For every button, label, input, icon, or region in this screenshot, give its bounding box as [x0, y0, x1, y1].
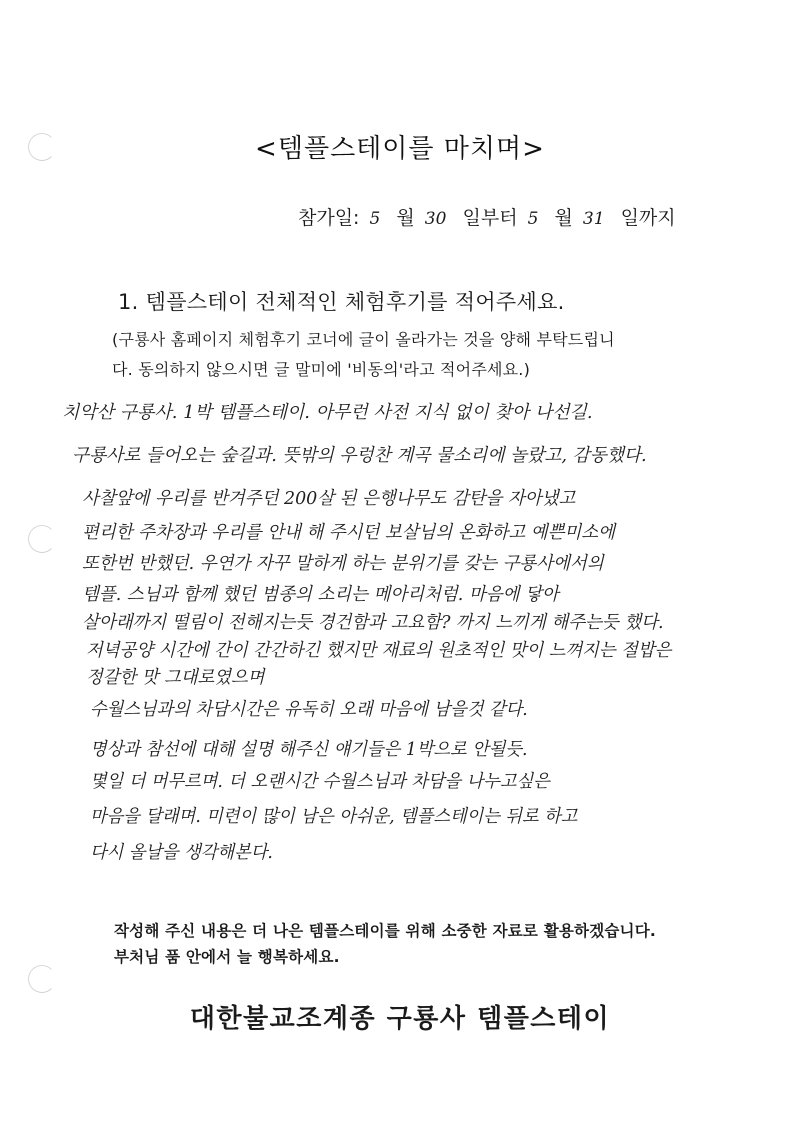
- consent-note-line-2: 다. 동의하지 않으시면 글 말미에 '비동의'라고 적어주세요.): [112, 360, 531, 379]
- handwritten-line: 정갈한 맛 그대로였으며: [86, 667, 265, 688]
- page-title: <템플스테이를 마치며>: [255, 134, 545, 164]
- start-month-value: 5: [369, 209, 381, 229]
- consent-note: [112, 325, 712, 385]
- handwritten-line: 편리한 주차장과 우리를 안내 해 주시던 보살님의 온화하고 예쁜미소에: [82, 522, 615, 543]
- closing-message-line-1: 작성해 주신 내용은 더 나은 템플스테이를 위해 소중한 자료로 활용하겠습니다.: [114, 922, 656, 940]
- handwritten-line: 사찰앞에 우리를 반겨주던 200살 된 은행나무도 감탄을 자아냈고: [82, 488, 576, 509]
- handwritten-line: 저녁공양 시간에 간이 간간하긴 했지만 재료의 원초적인 맛이 느껴지는 절밥은: [86, 640, 672, 661]
- organization-name: 대한불교조계종 구룡사 템플스테이: [189, 1004, 611, 1034]
- end-month-unit: 월: [554, 207, 573, 229]
- handwritten-line: 명상과 참선에 대해 설명 해주신 얘기들은 1박으로 안될듯.: [90, 739, 528, 760]
- handwritten-line: 또한번 반했던. 우연가 자꾸 말하게 하는 분위기를 갖는 구룡사에서의: [82, 553, 604, 574]
- end-month-value: 5: [527, 209, 539, 229]
- handwritten-line: 치악산 구룡사. 1박 템플스테이. 아무런 사전 지식 없이 찾아 나선길.: [62, 402, 593, 423]
- closing-message: [114, 918, 656, 970]
- handwritten-line: 수월스님과의 차담시간은 유독히 오래 마음에 남을것 같다.: [90, 699, 528, 720]
- handwritten-line: 템플. 스님과 함께 했던 범종의 소리는 메아리처럼. 마음에 닿아: [82, 584, 559, 605]
- handwritten-line: 다시 올날을 생각해본다.: [90, 842, 273, 863]
- punch-hole-middle: [28, 525, 56, 553]
- end-day-unit: 일까지: [620, 207, 676, 229]
- start-day-unit: 일부터: [462, 207, 518, 229]
- period-label: 참가일:: [298, 207, 360, 229]
- handwritten-line: 몇일 더 머무르며. 더 오랜시간 수월스님과 차담을 나누고싶은: [90, 771, 550, 792]
- start-month-unit: 월: [396, 207, 415, 229]
- handwritten-line: 살아래까지 떨림이 전해지는듯 경건함과 고요함? 까지 느끼게 해주는듯 했다.: [82, 612, 664, 633]
- participation-period: [298, 203, 676, 230]
- question-heading: 1. 템플스테이 전체적인 체험후기를 적어주세요.: [118, 290, 565, 314]
- end-day-value: 31: [582, 209, 605, 229]
- closing-message-line-2: 부처님 품 안에서 늘 행복하세요.: [114, 948, 340, 966]
- consent-note-line-1: (구룡사 홈페이지 체험후기 코너에 글이 올라가는 것을 양해 부탁드립니: [112, 330, 615, 349]
- handwritten-line: 마음을 달래며. 미련이 많이 남은 아쉬운, 템플스테이는 뒤로 하고: [90, 806, 578, 827]
- punch-hole-bottom: [28, 965, 56, 993]
- handwritten-line: 구룡사로 들어오는 숲길과. 뜻밖의 우렁찬 계곡 물소리에 놀랐고, 감동했다.: [72, 445, 647, 466]
- start-day-value: 30: [424, 209, 447, 229]
